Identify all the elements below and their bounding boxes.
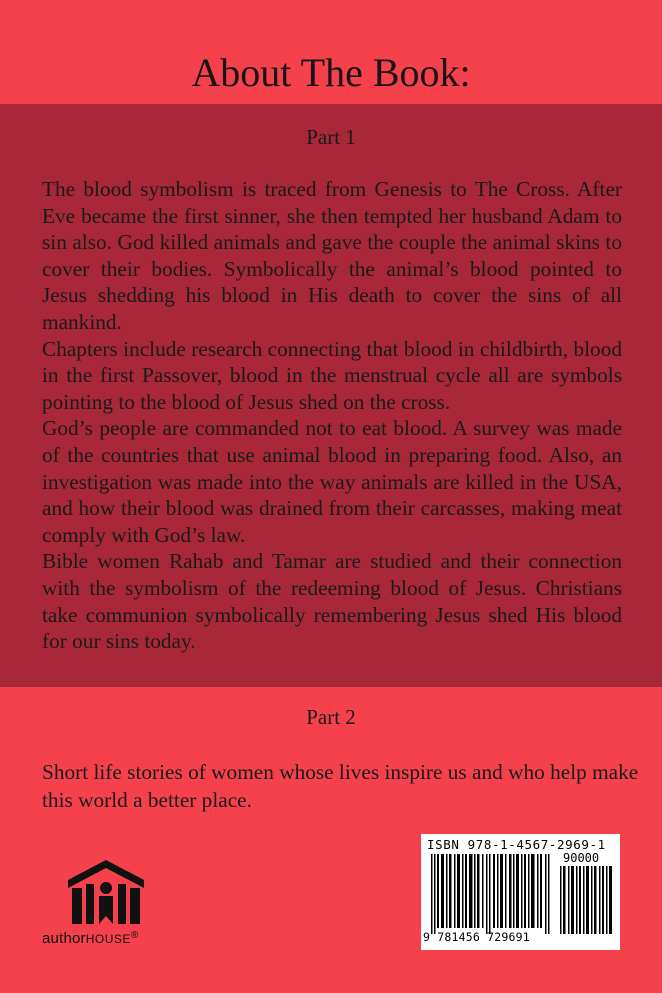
house-logo-icon xyxy=(66,858,146,924)
barcode-bars-addon xyxy=(559,866,615,934)
part1-paragraph: Bible women Rahab and Tamar are studied and their connection with the symbolism of the redeeming blood of Jesus. Christians take communion symbolically remembering Jesus shed His blood for our sins today. xyxy=(42,549,622,654)
barcode-bars-main xyxy=(427,854,555,934)
barcode-addon-number: 90000 xyxy=(563,851,600,865)
part1-paragraph: God’s people are commanded not to eat blood. A survey was made of the countries that use animal blood in preparing food. Also, an investigation was made into the way animals are killed in the USA, and how their blood was drained from their carcasses, making meat comply with God’s law. xyxy=(42,416,622,547)
ean-number: 9 781456 729691 xyxy=(423,930,530,944)
page-title: About The Book: xyxy=(191,50,471,95)
publisher-name-prefix: author xyxy=(42,930,86,947)
part1-paragraph: Chapters include research connecting that blood in childbirth, blood in the first Passover, blood in the menstrual cycle all are symbols pointing to the blood of Jesus shed on the cross. xyxy=(42,336,622,414)
publisher-name-suffix: HOUSE xyxy=(85,932,131,946)
isbn-label: ISBN 978-1-4567-2969-1 xyxy=(427,837,606,852)
trademark-symbol: ® xyxy=(130,930,139,941)
isbn-barcode xyxy=(421,834,620,950)
publisher-name xyxy=(42,930,139,947)
publisher-logo xyxy=(42,858,202,958)
part2-body xyxy=(42,758,642,814)
part1-heading: Part 1 xyxy=(306,125,356,149)
part1-body xyxy=(42,176,622,655)
part2-paragraph: Short life stories of women whose lives inspire us and who help make this world a better place. xyxy=(42,760,639,812)
part2-heading: Part 2 xyxy=(306,705,356,729)
part1-paragraph: The blood symbolism is traced from Genesis to The Cross. After Eve became the first sinner, she then tempted her husband Adam to sin also. God killed animals and gave the couple the animal skins to cover their bodies. Symbolically the animal’s blood pointed to Jesus shedding his blood in His death to cover the sins of all mankind. xyxy=(42,177,622,334)
